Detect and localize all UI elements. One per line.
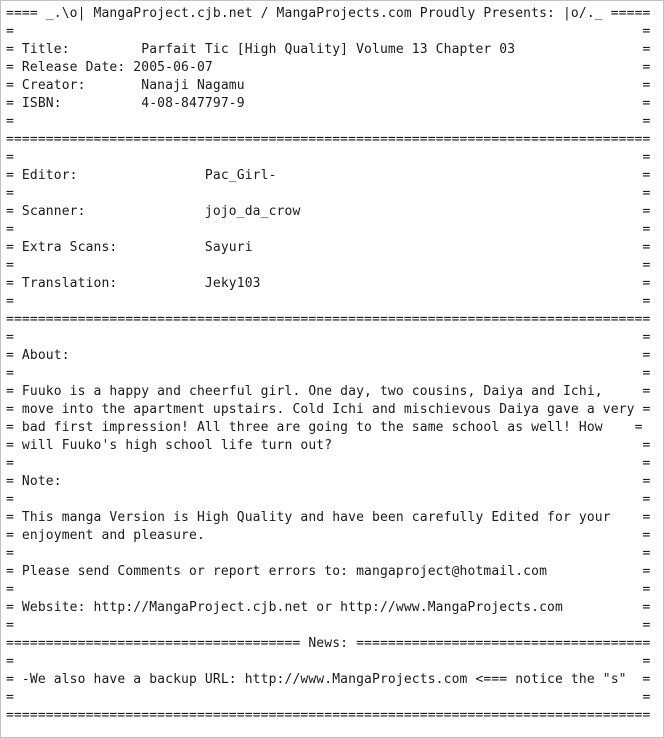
contact-email-line: = Please send Comments or report errors to: mangaproject@hotmail.com = [6, 564, 651, 579]
note-line: = enjoyment and pleasure. = [6, 528, 651, 543]
blank-border-line: = = [6, 618, 651, 633]
blank-border-line: = = [6, 690, 651, 705]
title-line: = Title: Parfait Tic [High Quality] Volume 13 Chapter 03 = [6, 42, 651, 57]
header-banner-line: ==== _.\o| MangaProject.cjb.net / MangaProjects.com Proudly Presents: |o/._ ===== [6, 6, 651, 21]
blank-border-line: = = [6, 330, 651, 345]
blank-border-line: = = [6, 186, 651, 201]
blank-border-line: = = [6, 150, 651, 165]
blank-border-line: = = [6, 492, 651, 507]
creator-line: = Creator: Nanaji Nagamu = [6, 78, 651, 93]
blank-border-line: = = [6, 456, 651, 471]
synopsis-line: = move into the apartment upstairs. Cold Ichi and mischievous Daiya gave a very = [6, 402, 651, 417]
section-divider: ================================================================================= [6, 312, 651, 327]
blank-border-line: = = [6, 582, 651, 597]
news-divider: ===================================== News: ===================================== [6, 636, 651, 651]
blank-border-line: = = [6, 294, 651, 309]
section-divider: ================================================================================= [6, 132, 651, 147]
synopsis-line: = Fuuko is a happy and cheerful girl. One day, two cousins, Daiya and Ichi, = [6, 384, 651, 399]
news-item-line: = -We also have a backup URL: http://www.MangaProjects.com <=== notice the "s" = [6, 672, 651, 687]
translation-line: = Translation: Jeky103 = [6, 276, 651, 291]
blank-border-line: = = [6, 654, 651, 669]
blank-border-line: = = [6, 366, 651, 381]
release-date-line: = Release Date: 2005-06-07 = [6, 60, 651, 75]
synopsis-line: = will Fuuko's high school life turn out? = [6, 438, 651, 453]
footer-divider: ================================================================================= [6, 708, 651, 723]
blank-border-line: = = [6, 222, 651, 237]
scanner-line: = Scanner: jojo_da_crow = [6, 204, 651, 219]
website-line: = Website: http://MangaProject.cjb.net or http://www.MangaProjects.com = [6, 600, 651, 615]
note-line: = This manga Version is High Quality and have been carefully Edited for your = [6, 510, 651, 525]
note-heading-line: = Note: = [6, 474, 651, 489]
blank-border-line: = = [6, 546, 651, 561]
blank-border-line: = = [6, 258, 651, 273]
nfo-text [6, 5, 651, 725]
extra-scans-line: = Extra Scans: Sayuri = [6, 240, 651, 255]
synopsis-line: = bad first impression! All three are going to the same school as well! How = [6, 420, 643, 435]
isbn-line: = ISBN: 4-08-847797-9 = [6, 96, 651, 111]
blank-border-line: = = [6, 24, 651, 39]
editor-line: = Editor: Pac_Girl- = [6, 168, 651, 183]
blank-border-line: = = [6, 114, 651, 129]
about-heading-line: = About: = [6, 348, 651, 363]
